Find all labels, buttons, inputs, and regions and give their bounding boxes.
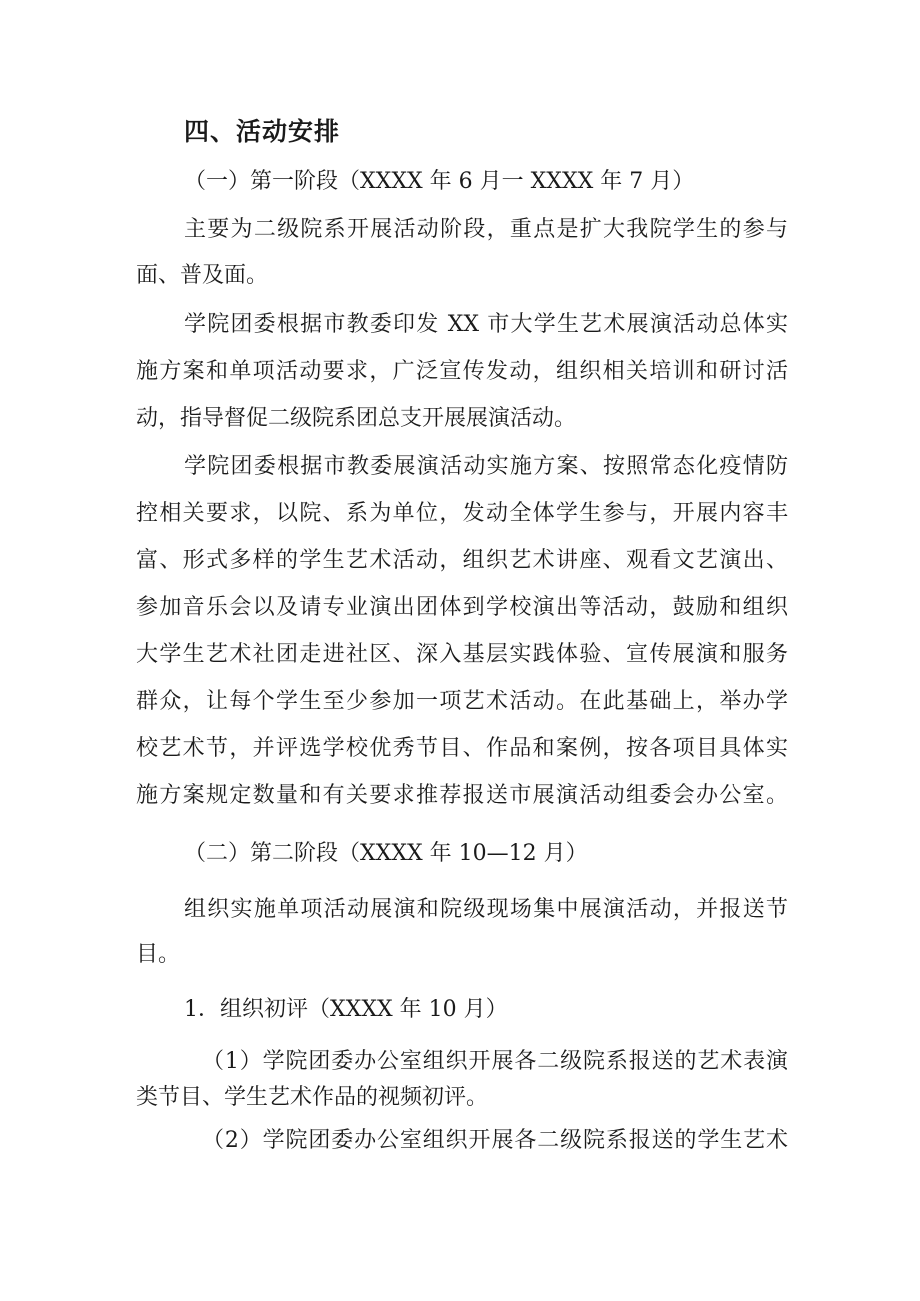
paragraph-line: 类节目、学生艺术作品的视频初评。: [136, 1085, 489, 1110]
paragraph-line: 富、形式多样的学生艺术活动，组织艺术讲座、观看文艺演出、: [136, 548, 788, 573]
paragraph-line: 群众，让每个学生至少参加一项艺术活动。在此基础上，举办学: [136, 689, 788, 714]
paragraph-line: 学院团委根据市教委展演活动实施方案、按照常态化疫情防: [184, 454, 788, 479]
paragraph-line: 主要为二级院系开展活动阶段，重点是扩大我院学生的参与: [184, 217, 788, 242]
section-heading: 四、活动安排: [184, 117, 341, 146]
paragraph-line: 参加音乐会以及请专业演出团体到学校演出等活动，鼓励和组织: [136, 595, 788, 620]
paragraph-line: 校艺术节，并评选学校优秀节目、作品和案例，按各项目具体实: [136, 736, 788, 761]
paragraph-line: 施方案和单项活动要求，广泛宣传发动，组织相关培训和研讨活: [136, 359, 788, 384]
paragraph-line: 面、普及面。: [136, 263, 269, 288]
stage2-title: （二）第二阶段（XXXX 年 10—12 月）: [184, 841, 588, 866]
paragraph-line: 目。: [136, 942, 181, 967]
paragraph-line: 施方案规定数量和有关要求推荐报送市展演活动组委会办公室。: [136, 783, 788, 808]
paragraph-line: 动，指导督促二级院系团总支开展展演活动。: [136, 406, 577, 431]
paragraph-line: 学院团委根据市教委印发 XX 市大学生艺术展演活动总体实: [184, 312, 788, 337]
stage1-title: （一）第一阶段（XXXX 年 6 月一 XXXX 年 7 月）: [184, 169, 695, 194]
item1-title: 1．组织初评（XXXX 年 10 月）: [184, 997, 508, 1022]
paragraph-line: （2）学院团委办公室组织开展各二级院系报送的学生艺术: [202, 1128, 788, 1153]
paragraph-line: 控相关要求，以院、系为单位，发动全体学生参与，开展内容丰: [136, 501, 788, 526]
paragraph-line: （1）学院团委办公室组织开展各二级院系报送的艺术表演: [202, 1049, 788, 1074]
paragraph-line: 大学生艺术社团走进社区、深入基层实践体验、宣传展演和服务: [136, 642, 788, 667]
paragraph-line: 组织实施单项活动展演和院级现场集中展演活动，并报送节: [184, 897, 788, 922]
